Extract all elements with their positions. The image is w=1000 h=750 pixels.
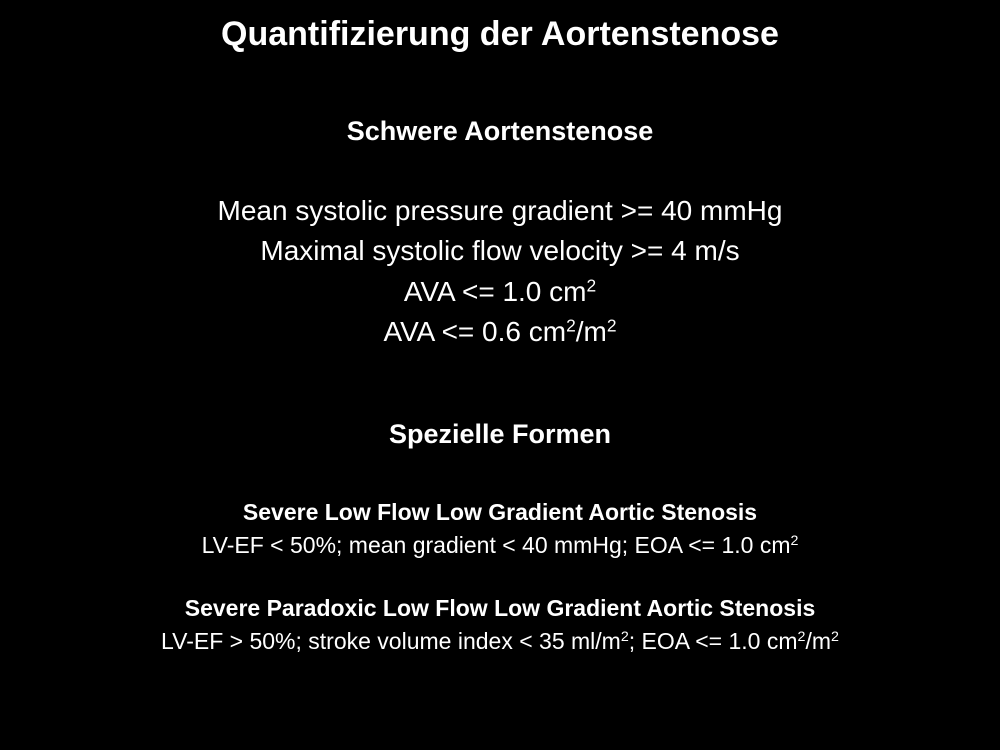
mean-gradient-criterion: Mean systolic pressure gradient >= 40 mmHg [217,195,783,226]
paradoxic-exponent-3: 2 [831,629,839,646]
ava-indexed-exponent-1: 2 [566,315,576,336]
paradoxic-criteria-part-2: ; EOA <= 1.0 cm [628,628,798,654]
ava-criterion [0,275,1000,307]
low-flow-criteria-text: LV-EF < 50%; mean gradient < 40 mmHg; EOA <= 1.0 cm [201,532,791,558]
ava-text: AVA <= 1.0 cm [403,276,587,307]
ava-exponent: 2 [586,275,597,296]
paradoxic-criteria-part-1: LV-EF > 50%; stroke volume index < 35 ml/m [161,628,621,654]
slide-title: Quantifizierung der Aortenstenose [221,15,779,53]
paradoxic-exponent-1: 2 [620,629,629,646]
low-flow-title: Severe Low Flow Low Gradient Aortic Stenosis [242,499,758,525]
paradoxic-exponent-2: 2 [797,629,806,646]
special-forms-heading: Spezielle Formen [388,419,612,449]
low-flow-exponent: 2 [790,533,799,550]
ava-indexed-criterion [0,315,1000,347]
ava-indexed-text: AVA <= 0.6 cm [383,316,567,347]
low-flow-criteria [0,534,1000,557]
paradoxic-title: Severe Paradoxic Low Flow Low Gradient Aortic Stenosis [184,595,816,621]
ava-indexed-unit: /m [575,316,607,347]
ava-indexed-exponent-2: 2 [606,315,617,336]
paradoxic-criteria [0,630,1000,653]
max-velocity-criterion: Maximal systolic flow velocity >= 4 m/s [260,235,740,266]
paradoxic-criteria-part-3: /m [805,628,832,654]
severe-heading: Schwere Aortenstenose [346,116,654,146]
